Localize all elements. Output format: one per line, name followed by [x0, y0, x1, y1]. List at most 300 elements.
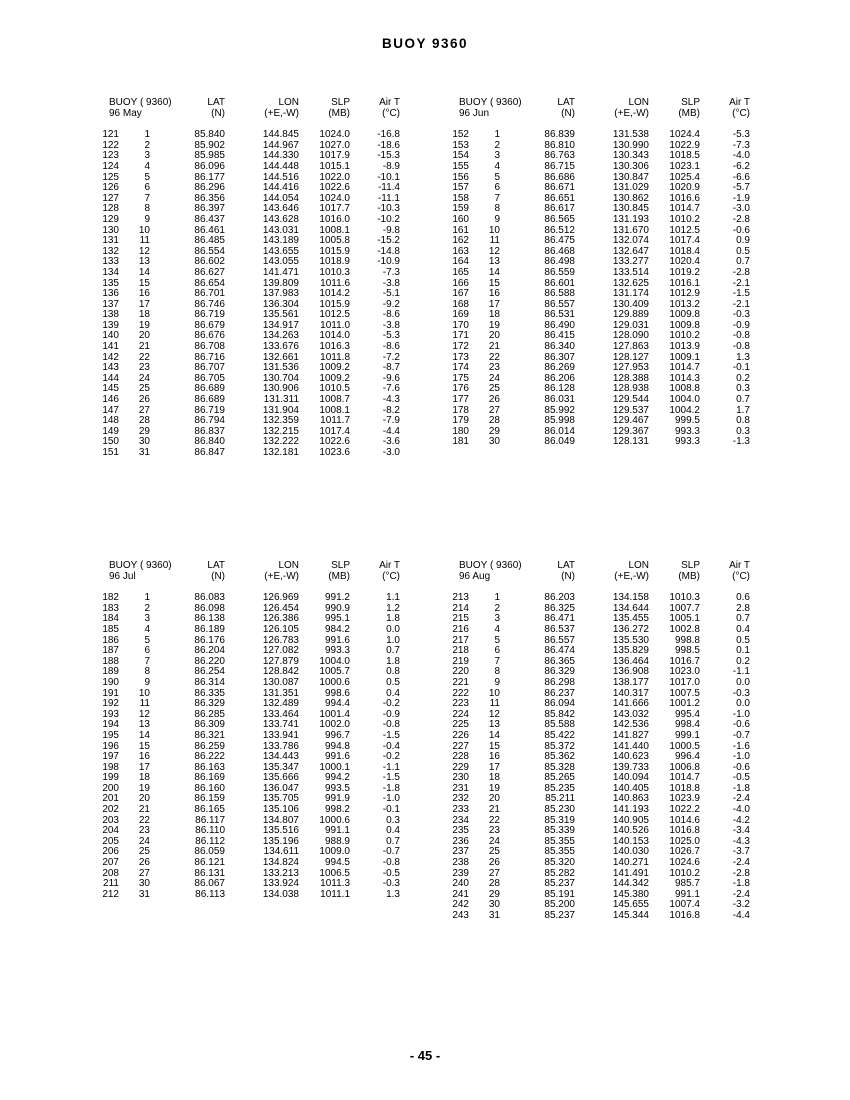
air-temp-cell: -2.8	[732, 266, 750, 278]
lat-cell: 86.689	[194, 383, 225, 395]
slp-cell: 1018.9	[319, 256, 350, 268]
table-row	[445, 162, 765, 173]
lat-cell: 86.014	[544, 425, 575, 437]
table-row	[445, 215, 765, 226]
day-of-year-cell: 227	[452, 740, 469, 752]
slp-cell: 1010.2	[669, 867, 700, 879]
day-of-month-cell: 7	[144, 192, 150, 204]
slp-header: SLP	[681, 97, 700, 108]
lat-cell: 86.498	[544, 256, 575, 268]
day-of-month-cell: 8	[494, 666, 500, 678]
lon-cell: 133.213	[262, 867, 299, 879]
air-temp-cell: -5.7	[732, 182, 750, 194]
lat-cell: 85.998	[544, 415, 575, 427]
air-temp-unit: (°C)	[732, 107, 750, 119]
air-temp-cell: -1.8	[732, 782, 750, 794]
lon-cell: 140.526	[612, 825, 649, 837]
air-temp-cell: 0.5	[736, 245, 750, 257]
day-of-month-cell: 2	[494, 602, 500, 614]
lat-cell: 86.204	[194, 645, 225, 657]
lon-cell: 138.177	[612, 676, 649, 688]
day-of-year-cell: 197	[102, 751, 119, 763]
lat-cell: 85.237	[544, 910, 575, 921]
air-temp-cell: -2.8	[732, 867, 750, 879]
air-temp-cell: 0.7	[736, 613, 750, 625]
table-row	[95, 173, 415, 184]
day-of-year-cell: 176	[452, 383, 469, 395]
day-of-year-cell: 200	[102, 782, 119, 794]
lat-cell: 86.839	[544, 129, 575, 141]
air-temp-cell: -0.8	[382, 719, 400, 731]
air-temp-cell: -3.4	[732, 825, 750, 837]
slp-cell: 1007.4	[669, 899, 700, 911]
lon-cell: 144.342	[612, 878, 649, 890]
day-of-month-cell: 24	[138, 835, 150, 847]
lat-cell: 86.588	[544, 288, 575, 300]
air-temp-cell: -0.8	[382, 857, 400, 869]
slp-cell: 993.5	[324, 782, 350, 794]
lon-cell: 127.879	[262, 655, 299, 667]
air-temp-cell: -4.2	[732, 814, 750, 826]
slp-cell: 1000.6	[319, 814, 350, 826]
slp-cell: 1026.7	[669, 846, 700, 858]
day-of-year-cell: 171	[452, 330, 469, 342]
air-temp-cell: -3.8	[382, 319, 400, 331]
month-label: 96 May	[109, 107, 142, 119]
lat-header: LAT	[557, 97, 575, 108]
slp-cell: 1024.4	[669, 129, 700, 141]
day-of-month-cell: 2	[494, 139, 500, 151]
lat-cell: 86.094	[544, 698, 575, 710]
day-of-month-cell: 27	[488, 404, 500, 416]
lon-cell: 130.845	[612, 203, 649, 215]
air-temp-cell: 0.3	[736, 425, 750, 437]
lon-cell: 140.863	[612, 793, 649, 805]
lon-cell: 141.471	[262, 266, 299, 278]
lon-cell: 141.491	[612, 867, 649, 879]
slp-cell: 1024.0	[319, 129, 350, 141]
month-label: 96 Jul	[109, 570, 136, 582]
air-temp-cell: -4.3	[732, 835, 750, 847]
lat-cell: 86.708	[194, 341, 225, 353]
day-of-month-cell: 5	[144, 634, 150, 646]
lon-cell: 144.967	[262, 139, 299, 151]
day-of-month-cell: 14	[138, 729, 150, 741]
air-temp-cell: 1.2	[386, 602, 400, 614]
lat-cell: 86.121	[194, 857, 225, 869]
day-of-year-cell: 211	[103, 878, 119, 890]
lon-cell: 126.783	[262, 634, 299, 646]
slp-cell: 994.2	[324, 772, 350, 784]
table-row	[445, 614, 765, 625]
day-of-year-cell: 156	[452, 171, 469, 183]
day-of-year-cell: 194	[102, 719, 119, 731]
day-of-month-cell: 18	[138, 309, 150, 321]
slp-cell: 1022.6	[319, 436, 350, 448]
air-temp-cell: 1.0	[386, 634, 400, 646]
lat-cell: 86.325	[544, 602, 575, 614]
slp-cell: 1010.3	[669, 592, 700, 604]
lat-header: LAT	[557, 560, 575, 571]
lon-cell: 128.127	[612, 351, 649, 363]
slp-header: SLP	[331, 560, 350, 571]
lon-cell: 145.344	[612, 910, 649, 921]
day-of-month-cell: 12	[138, 245, 150, 257]
air-temp-cell: -0.5	[732, 772, 750, 784]
slp-cell: 1016.6	[669, 192, 700, 204]
slp-cell: 1020.9	[669, 182, 700, 194]
air-temp-cell: 0.5	[736, 634, 750, 646]
air-temp-cell: 0.7	[386, 645, 400, 657]
day-of-month-cell: 30	[138, 436, 150, 448]
day-of-year-cell: 164	[452, 256, 469, 268]
day-of-month-cell: 26	[138, 857, 150, 869]
lat-cell: 86.160	[194, 782, 225, 794]
day-of-month-cell: 8	[494, 203, 500, 215]
day-of-month-cell: 21	[138, 804, 150, 816]
lon-cell: 139.733	[612, 761, 649, 773]
lat-cell: 85.355	[544, 846, 575, 858]
day-of-year-cell: 243	[452, 910, 469, 921]
day-of-month-cell: 27	[138, 404, 150, 416]
lat-cell: 86.176	[194, 634, 225, 646]
lon-cell: 130.409	[612, 298, 649, 310]
day-of-month-cell: 13	[488, 256, 500, 268]
lon-unit: (+E,-W)	[614, 107, 649, 119]
slp-cell: 1015.1	[319, 160, 350, 172]
lat-cell: 85.588	[544, 719, 575, 731]
lon-cell: 132.661	[262, 351, 299, 363]
day-of-year-cell: 196	[102, 740, 119, 752]
day-of-year-cell: 152	[452, 129, 469, 141]
day-of-month-cell: 16	[488, 288, 500, 300]
day-of-year-cell: 191	[102, 687, 119, 699]
day-of-year-cell: 192	[102, 698, 119, 710]
slp-cell: 1022.9	[669, 139, 700, 151]
table-row	[445, 183, 765, 194]
lat-cell: 86.474	[544, 645, 575, 657]
slp-cell: 996.4	[674, 751, 700, 763]
lat-cell: 86.296	[194, 182, 225, 194]
lat-cell: 86.206	[544, 372, 575, 384]
lat-cell: 86.203	[544, 592, 575, 604]
air-temp-cell: 0.4	[386, 825, 400, 837]
column-header-row	[95, 98, 415, 109]
day-of-month-cell: 9	[144, 676, 150, 688]
day-of-year-cell: 169	[452, 309, 469, 321]
lon-cell: 143.031	[262, 224, 299, 236]
air-temp-cell: -1.0	[382, 793, 400, 805]
slp-cell: 1002.0	[319, 719, 350, 731]
air-temp-cell: -10.9	[377, 256, 400, 268]
day-of-year-cell: 235	[452, 825, 469, 837]
slp-unit: (MB)	[328, 570, 350, 582]
day-of-month-cell: 27	[138, 867, 150, 879]
day-of-month-cell: 20	[488, 330, 500, 342]
day-of-month-cell: 20	[138, 793, 150, 805]
slp-cell: 1012.9	[669, 288, 700, 300]
page-number: - 45 -	[409, 1048, 441, 1063]
slp-cell: 1015.9	[319, 245, 350, 257]
lat-cell: 86.715	[544, 160, 575, 172]
air-temp-cell: 0.1	[736, 645, 750, 657]
lon-header: LON	[278, 97, 299, 108]
air-temp-cell: -1.9	[732, 192, 750, 204]
day-of-year-cell: 149	[102, 425, 119, 437]
air-temp-cell: -10.2	[377, 213, 400, 225]
day-of-month-cell: 3	[144, 150, 150, 162]
slp-cell: 1017.4	[319, 425, 350, 437]
day-of-month-cell: 30	[488, 899, 500, 911]
day-of-year-cell: 215	[452, 613, 469, 625]
lon-cell: 132.215	[262, 425, 299, 437]
day-of-year-cell: 128	[102, 203, 119, 215]
lon-cell: 131.670	[612, 224, 649, 236]
lat-cell: 86.763	[544, 150, 575, 162]
air-temp-cell: -1.1	[732, 666, 750, 678]
day-of-month-cell: 2	[144, 139, 150, 151]
air-temp-cell: 0.0	[386, 623, 400, 635]
day-of-month-cell: 29	[488, 888, 500, 900]
day-of-year-cell: 161	[452, 224, 469, 236]
air-temp-cell: -1.5	[382, 772, 400, 784]
day-of-year-cell: 231	[452, 782, 469, 794]
day-of-month-cell: 9	[494, 213, 500, 225]
lon-cell: 145.655	[612, 899, 649, 911]
day-of-year-cell: 195	[102, 729, 119, 741]
slp-cell: 1027.0	[319, 139, 350, 151]
air-temp-header: Air T	[729, 97, 750, 108]
lon-cell: 131.029	[612, 182, 649, 194]
lon-cell: 130.306	[612, 160, 649, 172]
day-of-month-cell: 21	[488, 341, 500, 353]
lat-cell: 86.031	[544, 394, 575, 406]
day-of-month-cell: 4	[144, 623, 150, 635]
table-row	[95, 141, 415, 152]
lon-cell: 126.386	[262, 613, 299, 625]
air-temp-cell: -0.7	[382, 846, 400, 858]
day-of-year-cell: 133	[102, 256, 119, 268]
lat-cell: 85.282	[544, 867, 575, 879]
air-temp-cell: 1.8	[386, 655, 400, 667]
air-temp-cell: -0.5	[382, 867, 400, 879]
air-temp-cell: -3.0	[382, 447, 400, 458]
lat-unit: (N)	[561, 570, 575, 582]
air-temp-cell: -14.8	[377, 245, 400, 257]
day-of-month-cell: 8	[144, 203, 150, 215]
day-of-month-cell: 6	[494, 182, 500, 194]
slp-cell: 1001.4	[319, 708, 350, 720]
slp-cell: 1013.9	[669, 341, 700, 353]
slp-cell: 998.6	[324, 687, 350, 699]
slp-cell: 1006.5	[319, 867, 350, 879]
day-of-year-cell: 125	[102, 171, 119, 183]
lat-cell: 86.437	[194, 213, 225, 225]
lon-cell: 129.467	[612, 415, 649, 427]
lat-cell: 85.235	[544, 782, 575, 794]
lat-cell: 86.679	[194, 319, 225, 331]
lon-cell: 129.889	[612, 309, 649, 321]
slp-cell: 1019.2	[669, 266, 700, 278]
lon-cell: 136.272	[612, 623, 649, 635]
slp-cell: 1000.6	[319, 676, 350, 688]
day-of-month-cell: 17	[138, 298, 150, 310]
table-row	[445, 625, 765, 636]
air-temp-cell: -8.6	[382, 341, 400, 353]
air-temp-cell: -3.2	[732, 899, 750, 911]
day-of-year-cell: 157	[452, 182, 469, 194]
lat-cell: 86.259	[194, 740, 225, 752]
table-row	[95, 151, 415, 162]
lon-cell: 129.367	[612, 425, 649, 437]
slp-cell: 1018.5	[669, 150, 700, 162]
data-table-96-jul	[95, 561, 415, 900]
air-temp-cell: -1.1	[382, 761, 400, 773]
slp-cell: 1008.1	[319, 404, 350, 416]
slp-cell: 1009.2	[319, 372, 350, 384]
day-of-month-cell: 12	[488, 708, 500, 720]
lon-cell: 134.611	[263, 846, 299, 858]
air-temp-cell: 1.3	[736, 351, 750, 363]
slp-cell: 1017.0	[669, 676, 700, 688]
lon-cell: 140.030	[612, 846, 649, 858]
air-temp-cell: -9.2	[382, 298, 400, 310]
lon-cell: 140.271	[612, 857, 649, 869]
day-of-year-cell: 241	[452, 888, 469, 900]
air-temp-cell: -0.3	[732, 309, 750, 321]
lon-cell: 143.655	[262, 245, 299, 257]
day-of-month-cell: 15	[488, 740, 500, 752]
lon-unit: (+E,-W)	[264, 107, 299, 119]
day-of-month-cell: 31	[138, 447, 150, 458]
day-of-month-cell: 15	[488, 277, 500, 289]
table-row	[95, 678, 415, 689]
slp-cell: 1012.5	[319, 309, 350, 321]
slp-cell: 1023.6	[319, 447, 350, 458]
lat-cell: 86.067	[194, 878, 225, 890]
air-temp-cell: -0.3	[732, 687, 750, 699]
day-of-year-cell: 208	[102, 867, 119, 879]
day-of-year-cell: 144	[102, 372, 119, 384]
lon-cell: 133.786	[262, 740, 299, 752]
data-table-96-aug	[445, 561, 765, 922]
lat-cell: 86.794	[194, 415, 225, 427]
slp-cell: 1006.8	[669, 761, 700, 773]
lon-cell: 140.405	[612, 782, 649, 794]
lat-cell: 86.707	[194, 362, 225, 374]
lat-cell: 86.309	[194, 719, 225, 731]
lon-cell: 132.625	[612, 277, 649, 289]
air-temp-cell: -1.5	[732, 288, 750, 300]
day-of-month-cell: 5	[144, 171, 150, 183]
slp-cell: 994.4	[324, 698, 350, 710]
lat-cell: 86.617	[544, 203, 575, 215]
table-row	[445, 151, 765, 162]
air-temp-cell: -8.6	[382, 309, 400, 321]
lon-unit: (+E,-W)	[614, 570, 649, 582]
slp-cell: 995.4	[674, 708, 700, 720]
slp-cell: 991.2	[324, 592, 350, 604]
column-unit-row	[445, 572, 765, 583]
lon-cell: 131.538	[612, 129, 649, 141]
day-of-year-cell: 132	[102, 245, 119, 257]
lat-cell: 85.265	[544, 772, 575, 784]
air-temp-cell: -0.1	[732, 362, 750, 374]
lon-cell: 134.807	[262, 814, 299, 826]
slp-cell: 1001.2	[669, 698, 700, 710]
slp-cell: 1017.7	[319, 203, 350, 215]
table-row	[95, 593, 415, 604]
day-of-month-cell: 6	[144, 645, 150, 657]
day-of-year-cell: 137	[102, 298, 119, 310]
lat-cell: 86.701	[194, 288, 225, 300]
day-of-year-cell: 155	[452, 160, 469, 172]
slp-cell: 1025.4	[669, 171, 700, 183]
table-row	[445, 646, 765, 657]
lon-cell: 140.905	[612, 814, 649, 826]
day-of-month-cell: 13	[488, 719, 500, 731]
table-row	[445, 204, 765, 215]
lat-cell: 86.159	[194, 793, 225, 805]
day-of-month-cell: 7	[494, 655, 500, 667]
day-of-month-cell: 15	[138, 740, 150, 752]
lat-cell: 86.689	[194, 394, 225, 406]
day-of-month-cell: 7	[144, 655, 150, 667]
lat-cell: 86.189	[194, 623, 225, 635]
lat-cell: 86.746	[194, 298, 225, 310]
lon-cell: 133.676	[262, 341, 299, 353]
day-of-month-cell: 25	[488, 383, 500, 395]
day-of-month-cell: 15	[138, 277, 150, 289]
day-of-year-cell: 185	[102, 623, 119, 635]
day-of-year-cell: 180	[452, 425, 469, 437]
lon-cell: 135.455	[612, 613, 649, 625]
slp-cell: 1016.1	[669, 277, 700, 289]
slp-cell: 1024.6	[669, 857, 700, 869]
day-of-month-cell: 7	[494, 192, 500, 204]
day-of-year-cell: 146	[102, 394, 119, 406]
air-temp-cell: -1.3	[732, 436, 750, 448]
air-temp-cell: -7.3	[732, 139, 750, 151]
slp-cell: 1022.0	[319, 171, 350, 183]
slp-unit: (MB)	[328, 107, 350, 119]
day-of-year-cell: 134	[102, 266, 119, 278]
day-of-month-cell: 20	[138, 330, 150, 342]
lon-cell: 134.443	[262, 751, 299, 763]
lon-cell: 139.809	[262, 277, 299, 289]
table-row	[95, 194, 415, 205]
air-temp-cell: -2.8	[732, 213, 750, 225]
lon-cell: 143.646	[262, 203, 299, 215]
lat-cell: 85.191	[544, 888, 575, 900]
day-of-year-cell: 126	[102, 182, 119, 194]
day-of-year-cell: 238	[452, 857, 469, 869]
lon-cell: 132.647	[612, 245, 649, 257]
lon-cell: 136.464	[612, 655, 649, 667]
lat-cell: 86.285	[194, 708, 225, 720]
day-of-year-cell: 214	[452, 602, 469, 614]
slp-cell: 1010.3	[319, 266, 350, 278]
air-temp-cell: -1.5	[382, 729, 400, 741]
lon-header: LON	[628, 97, 649, 108]
day-of-year-cell: 212	[102, 888, 119, 900]
day-of-year-cell: 127	[102, 192, 119, 204]
day-of-year-cell: 159	[452, 203, 469, 215]
day-of-month-cell: 22	[488, 351, 500, 363]
slp-cell: 993.3	[324, 645, 350, 657]
slp-cell: 1016.8	[669, 825, 700, 837]
lon-cell: 132.181	[262, 447, 299, 458]
